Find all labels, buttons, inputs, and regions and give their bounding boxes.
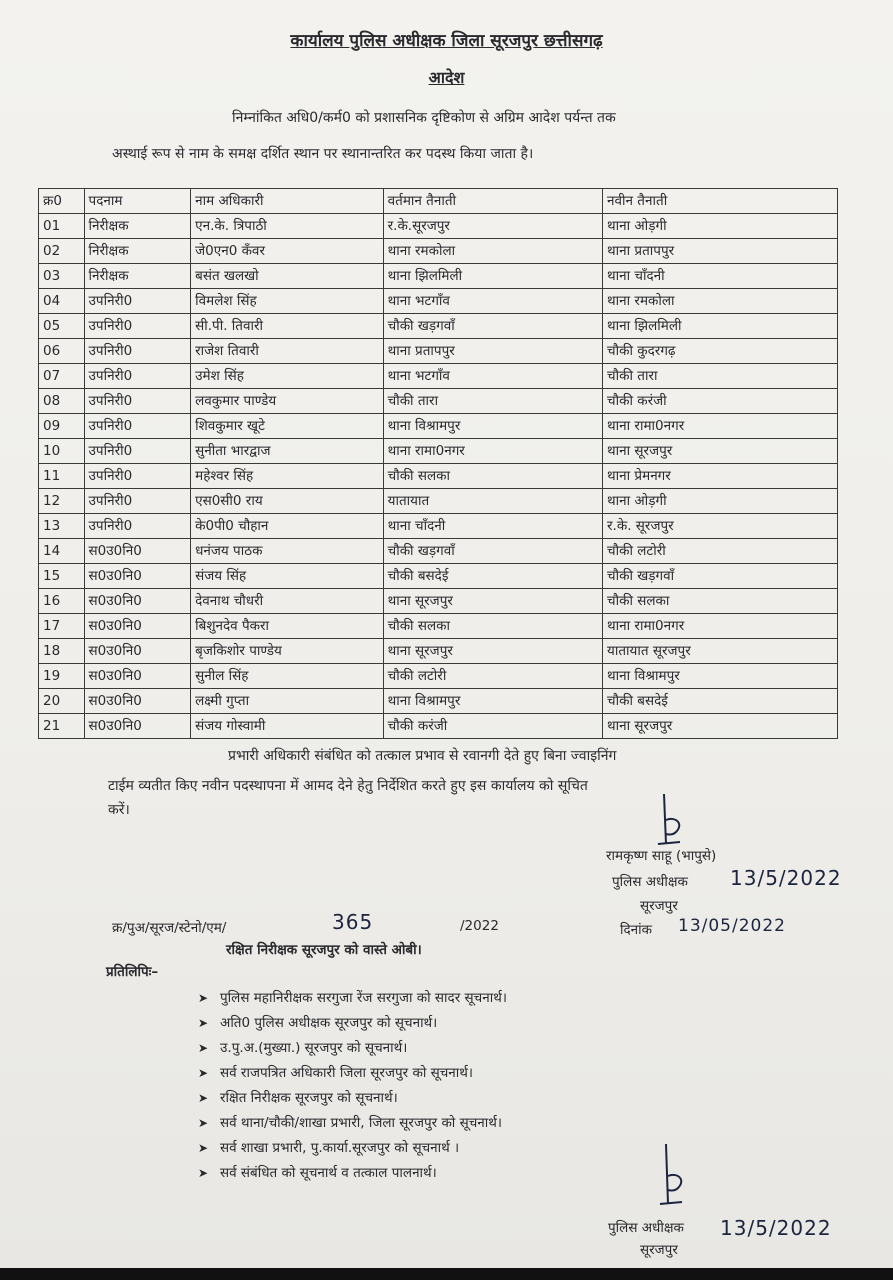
copy-to-text: उ.पु.अ.(मुख्या.) सूरजपुर को सूचनार्थ। (220, 1040, 408, 1056)
cell-serial: 12 (39, 489, 85, 514)
copy-to-item (198, 1111, 507, 1136)
copy-to-text: पुलिस महानिरीक्षक सरगुजा रेंज सरगुजा को सादर सूचनार्थ। (220, 990, 507, 1006)
table-row (39, 689, 838, 714)
cell-current-posting: चौकी खड़गवाँ (383, 539, 602, 564)
cell-designation: उपनिरी0 (84, 289, 191, 314)
cell-current-posting: थाना विश्रामपुर (383, 414, 602, 439)
table-row (39, 464, 838, 489)
table-row (39, 339, 838, 364)
cell-serial: 05 (39, 314, 85, 339)
table-row (39, 239, 838, 264)
table-row (39, 214, 838, 239)
copy-to-text: सर्व संबंधित को सूचनार्थ व तत्काल पालनार्थ। (220, 1165, 437, 1181)
copy-to-item (198, 1136, 507, 1161)
cell-current-posting: र.के.सूरजपुर (383, 214, 602, 239)
cell-serial: 06 (39, 339, 85, 364)
cell-designation: उपनिरी0 (84, 339, 191, 364)
cell-serial: 02 (39, 239, 85, 264)
cell-serial: 04 (39, 289, 85, 314)
copy-to-item (198, 1061, 507, 1086)
cell-serial: 18 (39, 639, 85, 664)
header-current-posting: वर्तमान तैनाती (383, 189, 602, 214)
cell-current-posting: यातायात (383, 489, 602, 514)
table-row (39, 564, 838, 589)
cell-designation: निरीक्षक (84, 264, 191, 289)
cell-new-posting: थाना विश्रामपुर (603, 664, 838, 689)
table-row (39, 264, 838, 289)
header-serial: क्र0 (39, 189, 85, 214)
copy-to-item (198, 1036, 507, 1061)
cell-new-posting: र.के. सूरजपुर (603, 514, 838, 539)
cell-serial: 14 (39, 539, 85, 564)
cell-serial: 21 (39, 714, 85, 739)
arrow-bullet-icon: ➤ (198, 1041, 209, 1055)
cell-officer-name: धनंजय पाठक (191, 539, 384, 564)
cell-new-posting: चौकी करंजी (603, 389, 838, 414)
cell-serial: 03 (39, 264, 85, 289)
copy-to-text: सर्व थाना/चौकी/शाखा प्रभारी, जिला सूरजपुर को सूचनार्थ। (220, 1115, 503, 1131)
cell-officer-name: देवनाथ चौधरी (191, 589, 384, 614)
cell-designation: निरीक्षक (84, 214, 191, 239)
cell-serial: 07 (39, 364, 85, 389)
copy-to-item (198, 1161, 507, 1186)
reference-year: /2022 (460, 918, 499, 934)
header-officer-name: नाम अधिकारी (191, 189, 384, 214)
cell-serial: 19 (39, 664, 85, 689)
copy-to-list (198, 986, 507, 1186)
cell-new-posting: चौकी तारा (603, 364, 838, 389)
footer-designation: पुलिस अधीक्षक (608, 1220, 684, 1236)
cell-officer-name: सी.पी. तिवारी (191, 314, 384, 339)
cell-new-posting: थाना रामा0नगर (603, 414, 838, 439)
cell-officer-name: शिवकुमार खूटे (191, 414, 384, 439)
cell-new-posting: थाना चाँदनी (603, 264, 838, 289)
cell-serial: 13 (39, 514, 85, 539)
table-row (39, 714, 838, 739)
cell-designation: उपनिरी0 (84, 514, 191, 539)
table-row (39, 314, 838, 339)
cell-designation: उपनिरी0 (84, 414, 191, 439)
signatory-designation: पुलिस अधीक्षक (612, 874, 688, 890)
reference-prefix: क्र/पुअ/सूरज/स्टेनो/एम/ (112, 920, 227, 936)
cell-new-posting: थाना ओड़गी (603, 214, 838, 239)
cell-officer-name: संजय सिंह (191, 564, 384, 589)
office-title: कार्यालय पुलिस अधीक्षक जिला सूरजपुर छत्तीसगढ़ (290, 31, 603, 51)
signatory-location: सूरजपुर (640, 898, 678, 914)
cell-new-posting: चौकी कुदरगढ़ (603, 339, 838, 364)
order-title: आदेश (428, 68, 465, 87)
cell-serial: 11 (39, 464, 85, 489)
cell-officer-name: बृजकिशोर पाण्डेय (191, 639, 384, 664)
cell-new-posting: थाना सूरजपुर (603, 714, 838, 739)
cell-serial: 08 (39, 389, 85, 414)
table-row (39, 589, 838, 614)
cell-current-posting: चौकी लटोरी (383, 664, 602, 689)
cell-new-posting: थाना रमकोला (603, 289, 838, 314)
table-row (39, 664, 838, 689)
cell-serial: 09 (39, 414, 85, 439)
cell-current-posting: थाना सूरजपुर (383, 639, 602, 664)
bottom-edge (0, 1268, 893, 1280)
cell-new-posting: थाना प्रेमनगर (603, 464, 838, 489)
cell-designation: स0उ0नि0 (84, 614, 191, 639)
cell-officer-name: लवकुमार पाण्डेय (191, 389, 384, 414)
cell-current-posting: थाना चाँदनी (383, 514, 602, 539)
cell-designation: स0उ0नि0 (84, 589, 191, 614)
table-row (39, 514, 838, 539)
cell-new-posting: चौकी सलका (603, 589, 838, 614)
cell-new-posting: थाना सूरजपुर (603, 439, 838, 464)
instruction-line-2: टाईम व्यतीत किए नवीन पदस्थापना में आमद देने हेतु निर्देशित करते हुए इस कार्यालय को सूचित (108, 778, 588, 794)
cell-current-posting: चौकी खड़गवाँ (383, 314, 602, 339)
arrow-bullet-icon: ➤ (198, 1166, 209, 1180)
table-row (39, 639, 838, 664)
cell-designation: उपनिरी0 (84, 364, 191, 389)
cell-current-posting: थाना झिलमिली (383, 264, 602, 289)
cell-designation: स0उ0नि0 (84, 639, 191, 664)
cell-officer-name: संजय गोस्वामी (191, 714, 384, 739)
cell-current-posting: थाना रामा0नगर (383, 439, 602, 464)
cell-serial: 17 (39, 614, 85, 639)
cell-designation: स0उ0नि0 (84, 664, 191, 689)
cell-designation: उपनिरी0 (84, 389, 191, 414)
cell-current-posting: चौकी सलका (383, 614, 602, 639)
cell-new-posting: थाना रामा0नगर (603, 614, 838, 639)
table-header-row (39, 189, 838, 214)
cell-designation: उपनिरी0 (84, 489, 191, 514)
arrow-bullet-icon: ➤ (198, 1066, 209, 1080)
intro-line-2: अस्थाई रूप से नाम के समक्ष दर्शित स्थान पर स्थानान्तरित कर पदस्थ किया जाता है। (112, 146, 534, 162)
cell-designation: उपनिरी0 (84, 464, 191, 489)
date-label: दिनांक (620, 922, 653, 938)
copy-to-label: प्रतिलिपिः– (106, 964, 159, 980)
date-value: 13/05/2022 (678, 916, 786, 936)
arrow-bullet-icon: ➤ (198, 991, 209, 1005)
header-designation: पदनाम (84, 189, 191, 214)
reference-number: 365 (332, 910, 374, 934)
cell-new-posting: चौकी लटोरी (603, 539, 838, 564)
table-row (39, 539, 838, 564)
cell-serial: 15 (39, 564, 85, 589)
cell-new-posting: चौकी खड़गवाँ (603, 564, 838, 589)
header-new-posting: नवीन तैनाती (603, 189, 838, 214)
cell-designation: स0उ0नि0 (84, 714, 191, 739)
arrow-bullet-icon: ➤ (198, 1091, 209, 1105)
copy-to-item (198, 986, 507, 1011)
cell-officer-name: बसंत खलखो (191, 264, 384, 289)
cell-officer-name: सुनीता भारद्वाज (191, 439, 384, 464)
cell-officer-name: महेश्वर सिंह (191, 464, 384, 489)
copy-to-text: सर्व राजपत्रित अधिकारी जिला सूरजपुर को सूचनार्थ। (220, 1065, 474, 1081)
copy-to-item (198, 1086, 507, 1111)
cell-current-posting: थाना प्रतापपुर (383, 339, 602, 364)
table-row (39, 389, 838, 414)
cell-officer-name: लक्ष्मी गुप्ता (191, 689, 384, 714)
cell-officer-name: एन.के. त्रिपाठी (191, 214, 384, 239)
table-row (39, 439, 838, 464)
reference-recipient: रक्षित निरीक्षक सूरजपुर को वास्ते ओबी। (226, 942, 422, 958)
signature-mark (650, 790, 700, 850)
instruction-line-1: प्रभारी अधिकारी संबंधित को तत्काल प्रभाव से रवानगी देते हुए बिना ज्वाइनिंग (228, 748, 617, 764)
cell-current-posting: चौकी करंजी (383, 714, 602, 739)
cell-officer-name: जे0एन0 कँवर (191, 239, 384, 264)
cell-officer-name: विमलेश सिंह (191, 289, 384, 314)
cell-serial: 10 (39, 439, 85, 464)
cell-current-posting: थाना सूरजपुर (383, 589, 602, 614)
footer-location: सूरजपुर (640, 1242, 678, 1258)
cell-officer-name: एस0सी0 राय (191, 489, 384, 514)
cell-current-posting: थाना भटगाँव (383, 364, 602, 389)
table-body (39, 214, 838, 739)
cell-designation: उपनिरी0 (84, 314, 191, 339)
table-row (39, 364, 838, 389)
cell-designation: स0उ0नि0 (84, 689, 191, 714)
cell-current-posting: चौकी तारा (383, 389, 602, 414)
instruction-line-3: करें। (108, 802, 130, 818)
copy-to-item (198, 1011, 507, 1036)
cell-current-posting: थाना विश्रामपुर (383, 689, 602, 714)
table-row (39, 289, 838, 314)
cell-new-posting: थाना प्रतापपुर (603, 239, 838, 264)
cell-current-posting: चौकी बसदेई (383, 564, 602, 589)
arrow-bullet-icon: ➤ (198, 1116, 209, 1130)
footer-handwritten-date: 13/5/2022 (720, 1216, 832, 1240)
cell-designation: उपनिरी0 (84, 439, 191, 464)
cell-officer-name: के0पी0 चौहान (191, 514, 384, 539)
footer-signature-mark (650, 1140, 700, 1210)
table-row (39, 489, 838, 514)
cell-designation: निरीक्षक (84, 239, 191, 264)
table-row (39, 614, 838, 639)
cell-designation: स0उ0नि0 (84, 539, 191, 564)
cell-officer-name: उमेश सिंह (191, 364, 384, 389)
cell-new-posting: थाना ओड़गी (603, 489, 838, 514)
signatory-name: रामकृष्ण साहू (भापुसे) (606, 848, 717, 864)
cell-new-posting: थाना झिलमिली (603, 314, 838, 339)
cell-serial: 16 (39, 589, 85, 614)
intro-line-1: निम्नांकित अधि0/कर्म0 को प्रशासनिक दृष्टिकोण से अग्रिम आदेश पर्यन्त तक (232, 110, 616, 126)
cell-serial: 20 (39, 689, 85, 714)
copy-to-text: रक्षित निरीक्षक सूरजपुर को सूचनार्थ। (220, 1090, 398, 1106)
cell-officer-name: सुनील सिंह (191, 664, 384, 689)
cell-current-posting: चौकी सलका (383, 464, 602, 489)
cell-new-posting: यातायात सूरजपुर (603, 639, 838, 664)
cell-current-posting: थाना रमकोला (383, 239, 602, 264)
cell-officer-name: बिशुनदेव पैकरा (191, 614, 384, 639)
table-row (39, 414, 838, 439)
transfer-table (38, 188, 838, 739)
cell-current-posting: थाना भटगाँव (383, 289, 602, 314)
cell-serial: 01 (39, 214, 85, 239)
copy-to-text: अति0 पुलिस अधीक्षक सूरजपुर को सूचनार्थ। (220, 1015, 438, 1031)
cell-new-posting: चौकी बसदेई (603, 689, 838, 714)
arrow-bullet-icon: ➤ (198, 1016, 209, 1030)
cell-officer-name: राजेश तिवारी (191, 339, 384, 364)
cell-designation: स0उ0नि0 (84, 564, 191, 589)
copy-to-text: सर्व शाखा प्रभारी, पु.कार्या.सूरजपुर को सूचनार्थ । (220, 1140, 460, 1156)
handwritten-date: 13/5/2022 (730, 866, 842, 890)
arrow-bullet-icon: ➤ (198, 1141, 209, 1155)
